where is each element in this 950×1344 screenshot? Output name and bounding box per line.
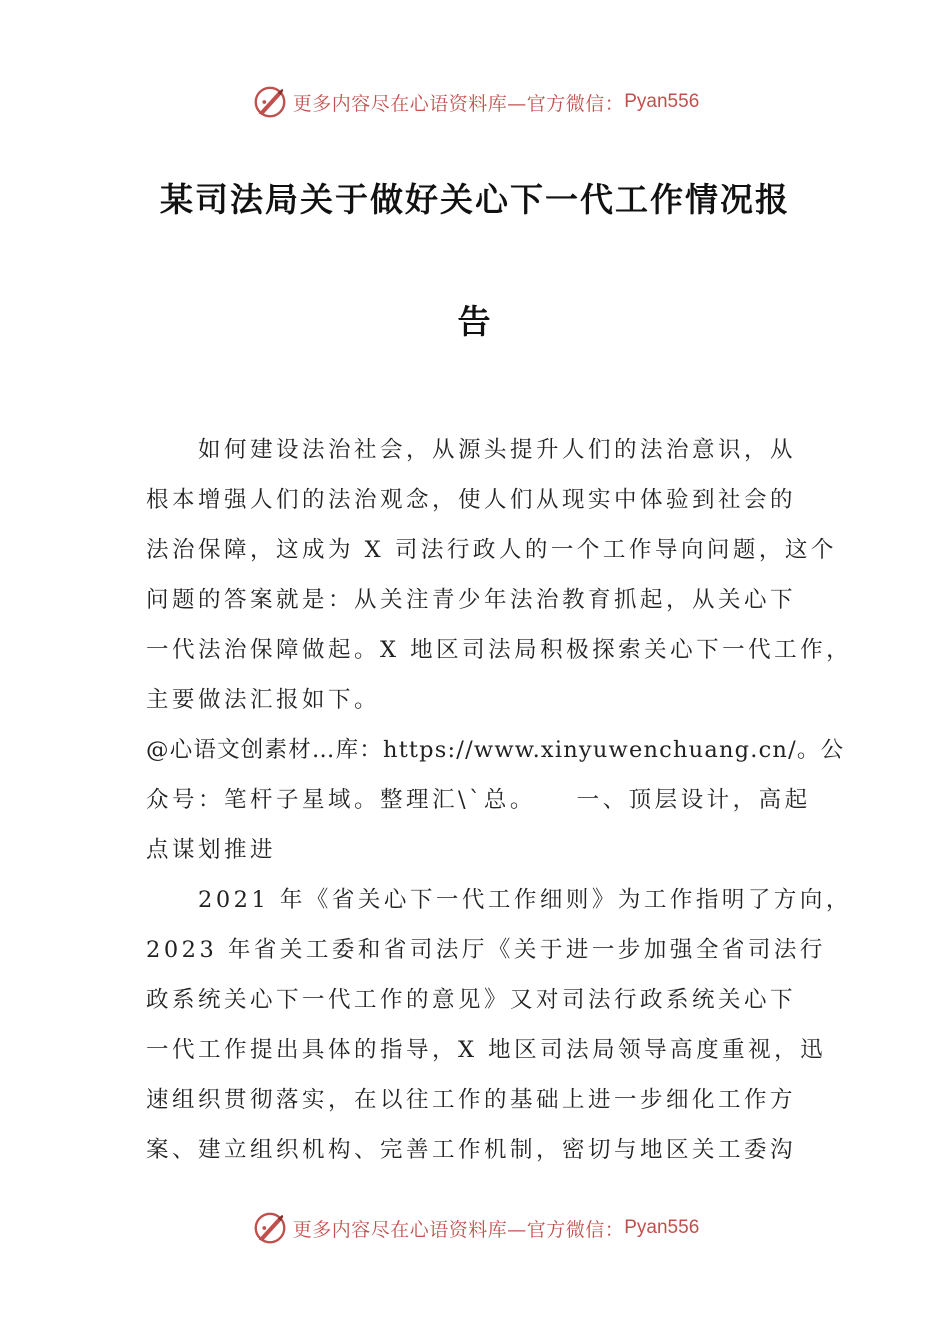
body-line: 主要做法汇报如下。 (146, 687, 381, 713)
body-line: 问题的答案就是：从关注青少年法治教育抓起，从关心下 (146, 587, 797, 613)
pen-logo-icon (251, 83, 289, 121)
banner-wechat-id: Pyan556 (624, 1217, 700, 1238)
banner-text: 更多内容尽在心语资料库—官方微信： (292, 1218, 625, 1241)
body-line: 根本增强人们的法治观念，使人们从现实中体验到社会的 (146, 487, 797, 513)
document-title-line1: 某司法局关于做好关心下一代工作情况报 (160, 180, 790, 219)
body-line: 政系统关心下一代工作的意见》又对司法行政系统关心下 (146, 987, 797, 1013)
body-line: 点谋划推进 (146, 837, 277, 863)
body-line: 一代法治保障做起。X 地区司法局积极探索关心下一代工作， (146, 637, 853, 663)
body-line-source: @心语文创素材…库：https://www.xinyuwenchuang.cn/。公 (146, 737, 845, 763)
banner-wechat-id: Pyan556 (624, 91, 700, 112)
document-body (146, 425, 853, 1175)
document-title-line2: 告 (457, 302, 493, 341)
pen-logo-icon (251, 1209, 289, 1247)
body-line: 案、建立组织机构、完善工作机制，密切与地区关工委沟 (146, 1137, 797, 1163)
body-line: 速组织贯彻落实，在以往工作的基础上进一步细化工作方 (146, 1087, 797, 1113)
body-line: 如何建设法治社会，从源头提升人们的法治意识，从 (198, 437, 797, 463)
footer-watermark-banner (0, 1208, 950, 1248)
body-line: 2023 年省关工委和省司法厅《关于进一步加强全省司法行 (146, 937, 826, 963)
body-line: 法治保障，这成为 X 司法行政人的一个工作导向问题，这个 (146, 537, 837, 563)
header-watermark-banner (0, 82, 950, 122)
body-line: 众号：笔杆子星域。整理汇\`总。 一、顶层设计，高起 (146, 787, 811, 813)
body-line: 一代工作提出具体的指导，X 地区司法局领导高度重视，迅 (146, 1037, 827, 1063)
body-line: 2021 年《省关心下一代工作细则》为工作指明了方向， (198, 887, 852, 913)
banner-text: 更多内容尽在心语资料库—官方微信： (292, 92, 625, 115)
